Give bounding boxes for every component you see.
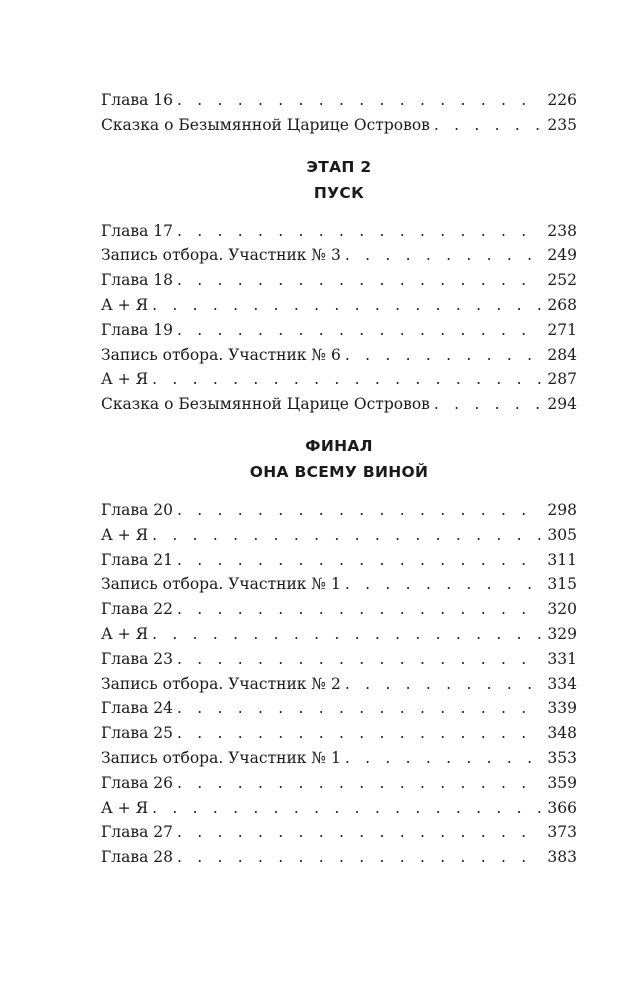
toc-entry-title: Глава 22 [101, 600, 173, 619]
toc-leader-dots [345, 243, 544, 268]
toc-section-stage-2 [101, 219, 577, 417]
toc-entry-page: 294 [547, 395, 577, 414]
toc-section-final [101, 498, 577, 870]
toc-entry[interactable] [101, 771, 577, 796]
toc-entry[interactable] [101, 219, 577, 244]
section-heading-stage: ЭТАП 2 [306, 157, 372, 176]
toc-entry-title: Глава 24 [101, 699, 173, 718]
toc-entry[interactable] [101, 343, 577, 368]
toc-leader-dots [177, 771, 543, 796]
toc-entry-title: Глава 25 [101, 724, 173, 743]
toc-entry-title: А + Я [101, 295, 149, 314]
toc-entry-page: 331 [547, 649, 577, 668]
toc-entry-title: Глава 18 [101, 271, 173, 290]
toc-leader-dots [177, 548, 543, 573]
toc-leader-dots [345, 746, 544, 771]
toc-entry-page: 359 [547, 773, 577, 792]
toc-entry[interactable] [101, 622, 577, 647]
section-heading-title: ОНА ВСЕМУ ВИНОЙ [249, 462, 429, 481]
toc-entry-title: Сказка о Безымянной Царице Островов [101, 395, 430, 414]
toc-leader-dots [177, 498, 543, 523]
toc-leader-dots [345, 572, 544, 597]
toc-entry[interactable] [101, 88, 577, 113]
toc-entry-title: Запись отбора. Участник № 2 [101, 674, 341, 693]
section-heading-title: ПУСК [313, 183, 365, 202]
toc-leader-dots [177, 845, 543, 870]
toc-entry-title: Глава 19 [101, 320, 173, 339]
toc-entry[interactable] [101, 243, 577, 268]
toc-entry-title: Запись отбора. Участник № 1 [101, 748, 341, 767]
toc-entry[interactable] [101, 268, 577, 293]
toc-entry-title: Глава 20 [101, 500, 173, 519]
toc-entry-page: 311 [547, 550, 577, 569]
toc-entry-title: А + Я [101, 525, 149, 544]
toc-entry[interactable] [101, 498, 577, 523]
toc-entry[interactable] [101, 392, 577, 417]
toc-leader-dots [177, 696, 543, 721]
toc-leader-dots [345, 343, 544, 368]
toc-entry-page: 249 [547, 246, 577, 265]
toc-entry-page: 320 [547, 600, 577, 619]
toc-entry-page: 287 [547, 370, 577, 389]
toc-entry-page: 226 [547, 91, 577, 109]
toc-entry-title: Глава 27 [101, 823, 173, 842]
toc-leader-dots [152, 523, 543, 548]
toc-group-intro [101, 88, 577, 138]
toc-leader-dots [177, 647, 543, 672]
toc-entry-page: 383 [547, 848, 577, 867]
toc-entry-title: Глава 21 [101, 550, 173, 569]
toc-entry[interactable] [101, 572, 577, 597]
section-heading-stage: ФИНАЛ [305, 436, 373, 455]
toc-leader-dots [177, 597, 543, 622]
toc-entry[interactable] [101, 696, 577, 721]
toc-entry-page: 366 [547, 798, 577, 817]
toc-entry-page: 334 [547, 674, 577, 693]
toc-entry[interactable] [101, 548, 577, 573]
toc-entry-page: 268 [547, 295, 577, 314]
table-of-contents [101, 88, 577, 870]
toc-entry-page: 298 [547, 500, 577, 519]
toc-entry-page: 315 [547, 575, 577, 594]
toc-entry[interactable] [101, 367, 577, 392]
toc-entry[interactable] [101, 647, 577, 672]
toc-entry-page: 252 [547, 271, 577, 290]
toc-leader-dots [177, 318, 543, 343]
toc-leader-dots [152, 367, 543, 392]
toc-entry[interactable] [101, 597, 577, 622]
toc-entry-title: Глава 16 [101, 91, 173, 109]
toc-entry-title: Глава 17 [101, 221, 173, 240]
toc-entry[interactable] [101, 721, 577, 746]
toc-entry-page: 284 [547, 345, 577, 364]
toc-entry-page: 339 [547, 699, 577, 718]
toc-leader-dots [177, 219, 543, 244]
toc-leader-dots [152, 796, 543, 821]
toc-leader-dots [152, 622, 543, 647]
toc-leader-dots [345, 672, 544, 697]
toc-entry[interactable] [101, 293, 577, 318]
toc-entry[interactable] [101, 672, 577, 697]
toc-leader-dots [434, 392, 544, 417]
toc-entry-page: 238 [547, 221, 577, 240]
toc-entry-page: 348 [547, 724, 577, 743]
toc-leader-dots [152, 293, 543, 318]
toc-entry-title: Глава 23 [101, 649, 173, 668]
toc-entry-title: Глава 28 [101, 848, 173, 867]
toc-leader-dots [434, 113, 544, 138]
toc-entry[interactable] [101, 845, 577, 870]
toc-entry-title: Сказка о Безымянной Царице Островов [101, 115, 430, 134]
toc-entry-page: 235 [547, 115, 577, 134]
toc-entry-title: Запись отбора. Участник № 6 [101, 345, 341, 364]
toc-entry[interactable] [101, 113, 577, 138]
toc-entry-title: Запись отбора. Участник № 3 [101, 246, 341, 265]
toc-entry-title: А + Я [101, 624, 149, 643]
toc-leader-dots [177, 721, 543, 746]
toc-entry-title: А + Я [101, 370, 149, 389]
toc-leader-dots [177, 268, 543, 293]
toc-entry[interactable] [101, 796, 577, 821]
toc-entry[interactable] [101, 523, 577, 548]
toc-entry-title: Глава 26 [101, 773, 173, 792]
toc-entry-page: 373 [547, 823, 577, 842]
toc-entry[interactable] [101, 318, 577, 343]
toc-leader-dots [177, 820, 543, 845]
toc-entry-page: 271 [547, 320, 577, 339]
toc-leader-dots [177, 88, 543, 113]
toc-entry[interactable] [101, 820, 577, 845]
toc-entry[interactable] [101, 746, 577, 771]
toc-entry-title: А + Я [101, 798, 149, 817]
toc-entry-title: Запись отбора. Участник № 1 [101, 575, 341, 594]
toc-entry-page: 305 [547, 525, 577, 544]
toc-entry-page: 353 [547, 748, 577, 767]
toc-entry-page: 329 [547, 624, 577, 643]
